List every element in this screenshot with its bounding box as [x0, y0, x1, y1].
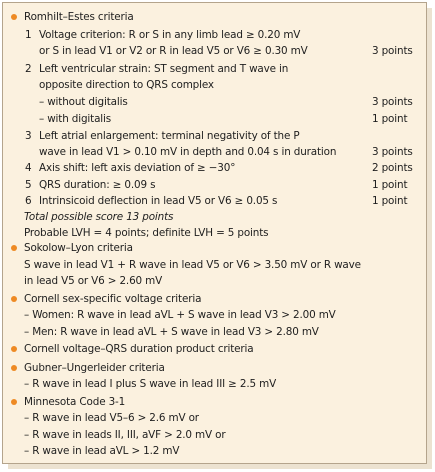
probable-definite-note: Probable LVH = 4 points; definite LVH = 5 points: [24, 227, 269, 239]
item-points: 3 points: [372, 45, 413, 57]
criterion-line: – R wave in lead aVL > 1.2 mV: [24, 445, 180, 457]
item-points: 3 points: [372, 96, 413, 108]
bullet-icon: [11, 245, 17, 251]
criteria-box: [2, 2, 427, 464]
item-points: 1 point: [372, 195, 408, 207]
panel-shadow-right: [427, 8, 432, 469]
item-number: 2: [25, 63, 32, 75]
item-text: Axis shift: left axis deviation of ≥ −30°: [39, 162, 236, 174]
criterion-line: – R wave in lead V5–6 > 2.6 mV or: [24, 412, 199, 424]
item-text: wave in lead V1 > 0.10 mV in depth and 0.04 s in duration: [39, 146, 337, 158]
item-text: Left ventricular strain: ST segment and T wave in: [39, 63, 289, 75]
section-title-sokolow-lyon: Sokolow–Lyon criteria: [24, 242, 133, 254]
bullet-icon: [11, 296, 17, 302]
item-number: 3: [25, 130, 32, 142]
item-text: opposite direction to QRS complex: [39, 79, 214, 91]
section-title-romhilt-estes: Romhilt–Estes criteria: [24, 11, 134, 23]
criterion-line: – R wave in lead I plus S wave in lead III ≥ 2.5 mV: [24, 378, 277, 390]
total-score-note: Total possible score 13 points: [24, 211, 174, 223]
sub-item-label: – with digitalis: [39, 113, 112, 125]
item-text: Voltage criterion: R or S in any limb lead ≥ 0.20 mV: [39, 29, 301, 41]
item-text: Left atrial enlargement: terminal negativity of the P: [39, 130, 300, 142]
criterion-line: S wave in lead V1 + R wave in lead V5 or V6 > 3.50 mV or R wave: [24, 259, 361, 271]
item-number: 4: [25, 162, 32, 174]
sub-item-label: – without digitalis: [39, 96, 128, 108]
section-title-cornell-product: Cornell voltage–QRS duration product criteria: [24, 343, 254, 355]
bullet-icon: [11, 365, 17, 371]
item-number: 6: [25, 195, 32, 207]
section-title-cornell-sex-specific: Cornell sex-specific voltage criteria: [24, 293, 202, 305]
item-number: 1: [25, 29, 32, 41]
criterion-line: – Women: R wave in lead aVL + S wave in lead V3 > 2.00 mV: [24, 309, 336, 321]
criterion-line: – Men: R wave in lead aVL + S wave in lead V3 > 2.80 mV: [24, 326, 319, 338]
bullet-icon: [11, 346, 17, 352]
item-points: 3 points: [372, 146, 413, 158]
bullet-icon: [11, 14, 17, 20]
item-points: 1 point: [372, 113, 408, 125]
section-title-minnesota-code: Minnesota Code 3-1: [24, 396, 126, 408]
item-text: Intrinsicoid deflection in lead V5 or V6 ≥ 0.05 s: [39, 195, 278, 207]
item-text: or S in lead V1 or V2 or R in lead V5 or V6 ≥ 0.30 mV: [39, 45, 308, 57]
panel-shadow-bottom: [8, 464, 432, 469]
criterion-line: in lead V5 or V6 > 2.60 mV: [24, 275, 163, 287]
bullet-icon: [11, 399, 17, 405]
section-title-gubner-ungerleider: Gubner–Ungerleider criteria: [24, 362, 165, 374]
item-points: 2 points: [372, 162, 413, 174]
item-text: QRS duration: ≥ 0.09 s: [39, 179, 156, 191]
item-points: 1 point: [372, 179, 408, 191]
item-number: 5: [25, 179, 32, 191]
criterion-line: – R wave in leads II, III, aVF > 2.0 mV or: [24, 429, 226, 441]
